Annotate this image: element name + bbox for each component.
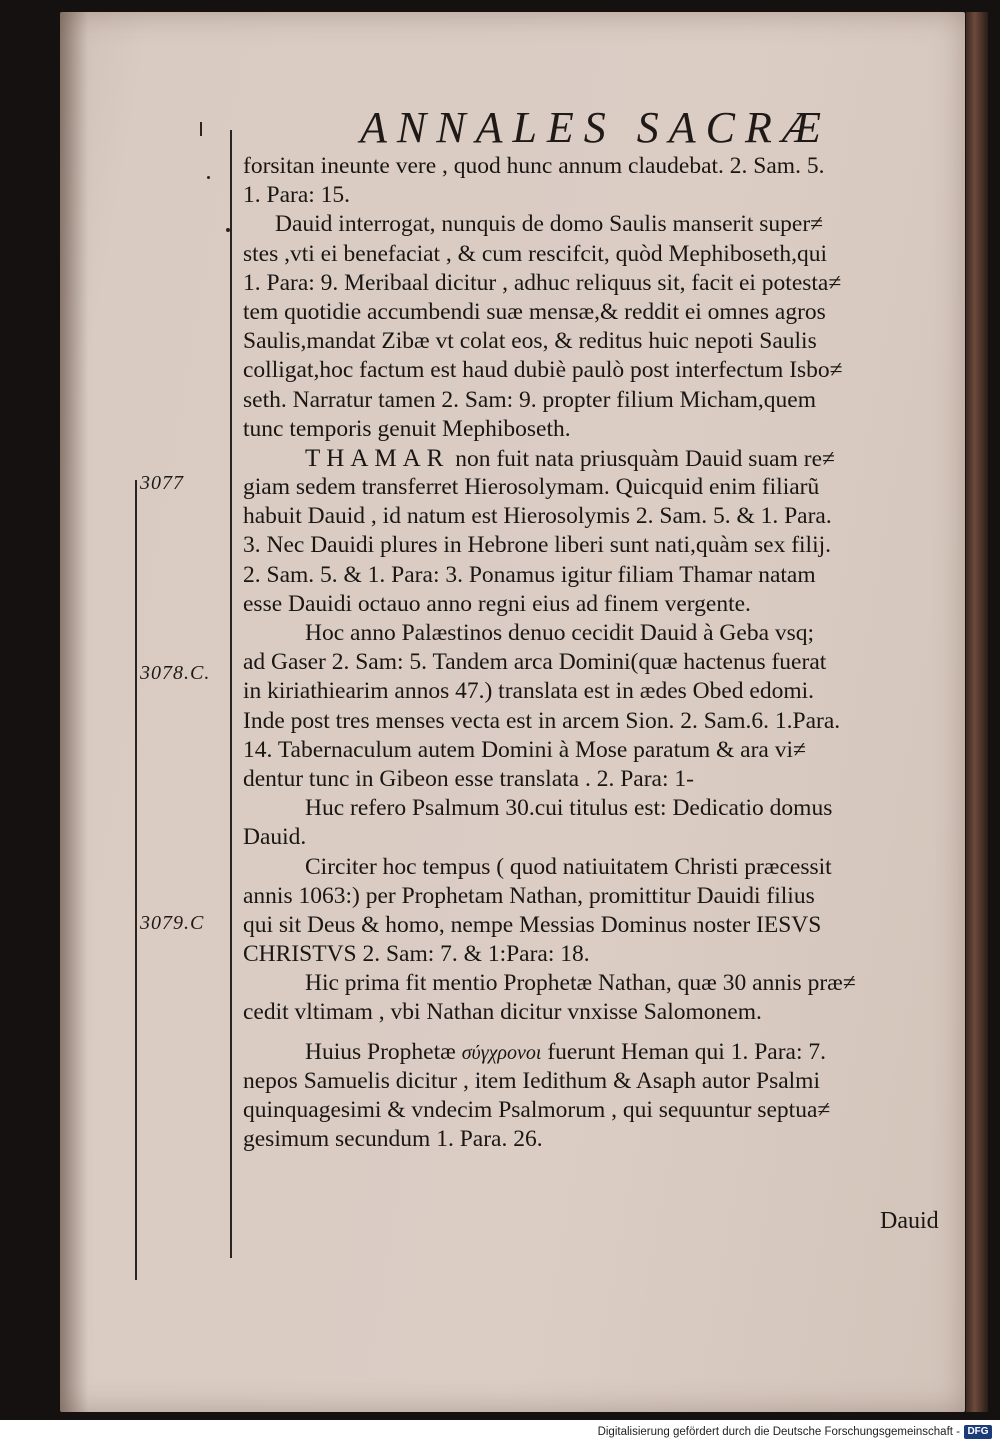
text-line: tem quotidie accumbendi suæ mensæ,& reddit ei omnes agros xyxy=(243,298,826,325)
dfg-logo: DFG xyxy=(964,1425,992,1439)
funding-notice: Digitalisierung gefördert durch die Deutsche Forschungsgemeinschaft - xyxy=(597,1426,960,1438)
text-line: Dauid. xyxy=(243,824,307,851)
ink-speck xyxy=(226,228,230,232)
text-line: 2. Sam. 5. & 1. Para: 3. Ponamus igitur filiam Thamar natam xyxy=(243,561,816,588)
outer-margin-rule xyxy=(135,480,137,1280)
text-line: 14. Tabernaculum autem Domini à Mose paratum & ara vi≠ xyxy=(243,736,806,763)
text-fragment: non fuit nata priusquàm Dauid suam re≠ xyxy=(455,445,835,472)
ink-speck xyxy=(207,176,210,179)
text-line: habuit Dauid , id natum est Hierosolymis 2. Sam. 5. & 1. Para. xyxy=(243,503,832,530)
text-line: tunc temporis genuit Mephiboseth. xyxy=(243,415,571,442)
text-line: Hoc anno Palæstinos denuo cecidit Dauid à Geba vsq; xyxy=(305,620,815,646)
text-line: nepos Samuelis dicitur , item Iedithum & Asaph autor Psalmi xyxy=(243,1067,820,1094)
text-line: giam sedem transferret Hierosolymam. Quicquid enim filiarũ xyxy=(243,474,820,501)
text-line: 1. Para: 15. xyxy=(243,182,351,209)
text-line: seth. Narratur tamen 2. Sam: 9. propter filium Micham,quem xyxy=(243,386,816,413)
text-line: Inde post tres menses vecta est in arcem Sion. 2. Sam.6. 1.Para. xyxy=(243,707,841,734)
greek-word: σύγχρονοι xyxy=(461,1041,542,1064)
text-line: Huc refero Psalmum 30.cui titulus est: Dedicatio domus xyxy=(305,795,833,822)
text-line: cedit vltimam , vbi Nathan dicitur vnxisse Salomonem. xyxy=(243,999,762,1026)
text-line: colligat,hoc factum est haud dubiè paulò post interfectum Isbo≠ xyxy=(243,357,843,384)
text-line: qui sit Deus & homo, nempe Messias Dominus noster IESVS xyxy=(243,911,822,938)
text-line: Hic prima fit mentio Prophetæ Nathan, quæ 30 annis præ≠ xyxy=(305,970,856,997)
text-line: quinquagesimi & vndecim Psalmorum , qui sequuntur septua≠ xyxy=(243,1097,831,1123)
text-line xyxy=(243,444,958,473)
text-line: 1. Para: 9. Meribaal dicitur , adhuc reliquus sit, facit ei potesta≠ xyxy=(243,269,842,296)
text-line: 3. Nec Dauidi plures in Hebrone liberi sunt nati,quàm sex filij. xyxy=(243,532,832,559)
text-line: gesimum secundum 1. Para. 26. xyxy=(243,1126,543,1153)
text-line: dentur tunc in Gibeon esse translata . 2. Para: 1- xyxy=(243,765,694,792)
text-fragment: Huius Prophetæ xyxy=(305,1038,456,1065)
text-line: stes ,vti ei benefaciat , & cum rescifcit, quòd Mephiboseth,qui xyxy=(243,240,828,267)
text-line: Saulis,mandat Zibæ vt colat eos, & reditus huic nepoti Saulis xyxy=(243,328,817,355)
gutter-shadow xyxy=(60,12,88,1412)
text-line: ad Gaser 2. Sam: 5. Tandem arca Domini(quæ hactenus fuerat xyxy=(243,649,827,676)
margin-year: 3078.C. xyxy=(140,662,211,684)
text-fragment: fuerunt Heman qui 1. Para: 7. xyxy=(547,1038,826,1065)
text-line xyxy=(243,1038,958,1067)
text-line: annis 1063:) per Prophetam Nathan, promittitur Dauidi filius xyxy=(243,882,815,909)
page-edge xyxy=(966,12,988,1412)
text-line: Dauid interrogat, nunquis de domo Saulis manserit super≠ xyxy=(275,211,824,238)
running-head: ANNALES SACRÆ xyxy=(360,103,832,152)
text-line: Circiter hoc tempus ( quod natiuitatem Christi præcessit xyxy=(305,853,832,880)
thamar-name: THAMAR xyxy=(305,444,450,472)
text-line: esse Dauidi octauo anno regni eius ad finem vergente. xyxy=(243,590,751,617)
text-line: CHRISTVS 2. Sam: 7. & 1:Para: 18. xyxy=(243,941,590,968)
catchword: Dauid xyxy=(880,1208,939,1234)
text-line: in kiriathiearim annos 47.) translata est in ædes Obed edomi. xyxy=(243,678,815,705)
margin-year: 3077 xyxy=(140,472,184,494)
body-text xyxy=(243,152,958,1154)
margin-rule-top xyxy=(200,122,202,136)
margin-rule xyxy=(230,130,232,1258)
text-line: forsitan ineunte vere , quod hunc annum claudebat. 2. Sam. 5. xyxy=(243,153,825,179)
margin-year: 3079.C xyxy=(140,912,205,934)
